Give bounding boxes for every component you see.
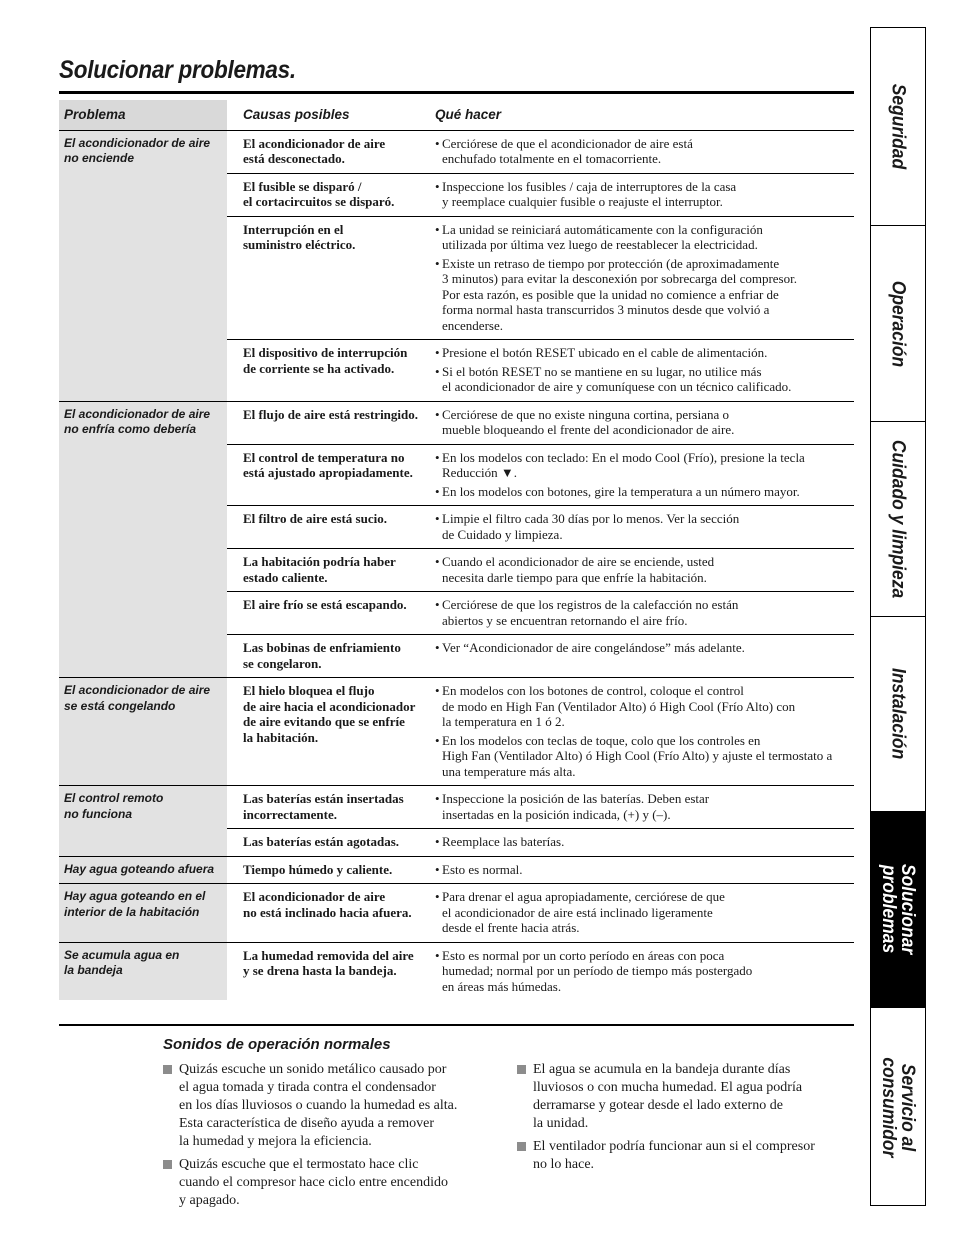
fix-text: Esto es normal por un corto período en áreas con poca humedad; normal por un período de tiempo más postergado en áreas más húmedas. [442, 947, 753, 994]
cause-cell: El dispositivo de interrupción de corriente se ha activado. [227, 340, 425, 402]
bullet-icon: • [435, 483, 440, 499]
fix-cell [425, 173, 854, 216]
cause-cell: Interrupción en el suministro eléctrico. [227, 216, 425, 340]
sound-text: Quizás escuche un sonido metálico causado por el agua tomada y tirada contra el condensador en los días lluviosos o cuando la humedad es alta. Esta característica de diseño ayuda a remover la humedad y mejora la eficiencia. [179, 1062, 458, 1149]
bullet-icon: • [435, 178, 440, 194]
fix-item [435, 640, 852, 656]
header-fix: Qué hacer [425, 100, 854, 130]
tab-instalacion[interactable] [871, 617, 925, 812]
fix-cell [425, 592, 854, 635]
bullet-icon: • [435, 683, 440, 698]
fix-cell [425, 856, 854, 884]
fix-item [435, 450, 852, 481]
fix-text: Existe un retraso de tiempo por protección (de aproximadamente 3 minutos) para evitar la desconexión por sobrecarga del compresor. Por esta razón, es posible que la unidad no comience a enfriar de forma normal hasta transcurridos 3 minutos desde que volvió a encenderse. [442, 255, 797, 333]
cause-cell: El flujo de aire está restringido. [227, 401, 425, 444]
fix-text: La unidad se reiniciará automáticamente con la configuración utilizada por última vez luego de reestablecer la electricidad. [442, 221, 763, 252]
cause-cell: La humedad removida del aire y se drena hasta la bandeja. [243, 947, 414, 978]
fix-item [435, 179, 852, 210]
fix-cell [425, 549, 854, 592]
cause-cell: Las baterías están agotadas. [227, 829, 425, 857]
sound-item [517, 1138, 855, 1174]
sound-item [163, 1156, 503, 1210]
fix-cell [425, 884, 854, 943]
fix-cell [425, 506, 854, 549]
sound-item [517, 1061, 855, 1133]
sounds-left-column [163, 1061, 503, 1215]
sound-text: Quizás escuche que el termostato hace clic cuando el compresor hace ciclo entre encendido y apagado. [179, 1157, 448, 1208]
fix-text: Cerciórese de que no existe ninguna cortina, persiana o mueble bloqueando el frente del acondicionador de aire. [442, 406, 735, 437]
square-bullet-icon [163, 1160, 172, 1169]
fix-cell [425, 786, 854, 829]
fix-item [435, 484, 852, 500]
tab-label: Solucionar problemas [878, 864, 918, 955]
fix-text: Esto es normal. [442, 861, 523, 877]
tab-servicio-al-consumidor[interactable] [871, 1008, 925, 1206]
problem-cell: Hay agua goteando afuera [59, 856, 227, 884]
problem-cell: Hay agua goteando en el interior de la habitación [59, 884, 227, 943]
fix-text: En los modelos con botones, gire la temperatura a un número mayor. [442, 483, 800, 499]
fix-text: Presione el botón RESET ubicado en el cable de alimentación. [442, 345, 768, 360]
cause-cell: El filtro de aire está sucio. [227, 506, 425, 549]
fix-item [435, 407, 852, 438]
fix-item [435, 733, 852, 780]
bullet-icon: • [435, 947, 440, 963]
table-row [59, 678, 854, 786]
sounds-title: Sonidos de operación normales [163, 1036, 391, 1053]
fix-item [435, 222, 852, 253]
bullet-icon: • [435, 406, 440, 422]
fix-cell [425, 216, 854, 340]
section-rule [59, 1024, 854, 1026]
tab-label: Operación [887, 280, 909, 367]
tab-cuidado-y-limpieza[interactable] [871, 422, 925, 617]
fix-cell [425, 401, 854, 444]
cause-cell: El fusible se disparó / el cortacircuitos se disparó. [227, 173, 425, 216]
bullet-icon: • [435, 597, 440, 612]
table-row [59, 884, 854, 943]
fix-text: Ver “Acondicionador de aire congelándose” más adelante. [442, 640, 745, 655]
cause-cell: El acondicionador de aire está desconectado. [227, 130, 425, 173]
cause-cell: El control de temperatura no está ajustado apropiadamente. [227, 444, 425, 506]
sound-text: El agua se acumula en la bandeja durante días lluviosos o con mucha humedad. El agua podría derramarse y gotear desde el lado externo de la unidad. [533, 1062, 803, 1131]
sounds-right-column [517, 1061, 855, 1179]
fix-text: En los modelos con teclas de toque, colo que los controles en High Fan (Ventilador Alto) ó High Cool (Frío Alto) y ajuste el termostato a una temperature más alta. [442, 732, 833, 779]
bullet-icon: • [435, 889, 440, 904]
tab-label: Cuidado y limpieza [887, 439, 909, 599]
fix-item [435, 683, 852, 730]
bullet-icon: • [435, 861, 440, 877]
bullet-icon: • [435, 511, 440, 526]
fix-text: Cuando el acondicionador de aire se enciende, usted necesita darle tiempo para que enfríe la habitación. [442, 554, 715, 585]
tab-solucionar-problemas[interactable] [871, 812, 925, 1008]
bullet-icon: • [435, 449, 440, 465]
fix-item [435, 791, 852, 822]
bullet-icon: • [435, 345, 440, 360]
troubleshooting-table [59, 100, 854, 1000]
fix-item [435, 345, 852, 361]
fix-item [435, 862, 852, 878]
problem-cell: Se acumula agua en la bandeja [59, 942, 227, 1000]
fix-item [435, 511, 852, 542]
page-title: Solucionar problemas. [59, 56, 296, 84]
fix-text: Inspeccione la posición de las baterías. Deben estar insertadas en la posición indicada, (+) y (–). [442, 791, 710, 822]
fix-cell [425, 635, 854, 678]
fix-cell [425, 942, 854, 1000]
table-row [59, 401, 854, 444]
fix-text: Cerciórese de que el acondicionador de aire está enchufado totalmente en el tomacorriente. [442, 135, 693, 166]
cause-cell: La habitación podría haber estado caliente. [227, 549, 425, 592]
cause-cell: Las bobinas de enfriamiento se congelaron. [227, 635, 425, 678]
fix-cell [425, 340, 854, 402]
fix-cell [425, 829, 854, 857]
fix-item [435, 554, 852, 585]
cause-cell: El acondicionador de aire no está inclinado hacia afuera. [227, 884, 425, 943]
problem-cell: El acondicionador de aire no enciende [59, 130, 227, 401]
cause-cell: Tiempo húmedo y caliente. [227, 856, 425, 884]
fix-cell [425, 130, 854, 173]
fix-item [435, 597, 852, 628]
fix-text: Inspeccione los fusibles / caja de interruptores de la casa y reemplace cualquier fusible o reajuste el interruptor. [442, 178, 737, 209]
table-row [59, 130, 854, 173]
square-bullet-icon [163, 1065, 172, 1074]
bullet-icon: • [435, 255, 440, 271]
fix-item [435, 256, 852, 334]
fix-text: Si el botón RESET no se mantiene en su lugar, no utilice más el acondicionador de aire y comuníquese con un técnico calificado. [442, 363, 792, 394]
section-tabs [870, 27, 926, 1206]
bullet-icon: • [435, 363, 440, 379]
tab-label: Seguridad [887, 83, 909, 170]
problem-cell: El acondicionador de aire no enfría como debería [59, 401, 227, 678]
tab-label: Instalación [887, 668, 909, 760]
fix-item [435, 364, 852, 395]
square-bullet-icon [517, 1142, 526, 1151]
header-problem: Problema [59, 100, 227, 130]
cause-cell: El aire frío se está escapando. [227, 592, 425, 635]
sound-item [163, 1061, 503, 1151]
table-row [59, 942, 854, 1000]
table-row [59, 786, 854, 829]
header-causes: Causas posibles [227, 100, 425, 130]
cause-cell: El hielo bloquea el flujo de aire hacia el acondicionador de aire evitando que se enfríe la habitación. [227, 678, 425, 786]
problem-cell: El control remoto no funciona [59, 786, 227, 857]
fix-text: En modelos con los botones de control, coloque el control de modo en High Fan (Ventilador Alto) ó High Cool (Frío Alto) con la temperatura en 1 ó 2. [442, 683, 796, 729]
problem-cell: El acondicionador de aire se está congelando [59, 678, 227, 786]
fix-item [435, 136, 852, 167]
fix-item [435, 834, 852, 850]
fix-text: Limpie el filtro cada 30 días por lo menos. Ver la sección de Cuidado y limpieza. [442, 511, 740, 542]
bullet-icon: • [435, 640, 440, 655]
bullet-icon: • [435, 554, 440, 569]
title-rule [59, 91, 854, 94]
tab-label: Servicio al consumidor [878, 1056, 918, 1158]
fix-item [435, 948, 852, 995]
tab-seguridad[interactable] [871, 28, 925, 226]
fix-text: Reemplace las baterías. [442, 834, 565, 849]
fix-cell [425, 678, 854, 786]
table-header-row [59, 100, 854, 130]
bullet-icon: • [435, 732, 440, 748]
square-bullet-icon [517, 1065, 526, 1074]
bullet-icon: • [435, 834, 440, 849]
bullet-icon: • [435, 791, 440, 806]
fix-text: Cerciórese de que los registros de la calefacción no están abiertos y se encuentran retornando el aire frío. [442, 597, 739, 628]
tab-operacion[interactable] [871, 226, 925, 422]
fix-cell [425, 444, 854, 506]
sound-text: El ventilador podría funcionar aun si el compresor no lo hace. [533, 1139, 815, 1172]
table-body [59, 130, 854, 1000]
fix-text: Para drenar el agua apropiadamente, cerciórese de que el acondicionador de aire está inclinado ligeramente desde el frente hacia atrás. [442, 889, 725, 935]
table-row [59, 856, 854, 884]
fix-text: En los modelos con teclado: En el modo Cool (Frío), presione la tecla Reducción ▼. [442, 449, 805, 480]
bullet-icon: • [435, 221, 440, 237]
cause-cell: Las baterías están insertadas incorrectamente. [227, 786, 425, 829]
fix-item [435, 889, 852, 936]
bullet-icon: • [435, 135, 440, 151]
